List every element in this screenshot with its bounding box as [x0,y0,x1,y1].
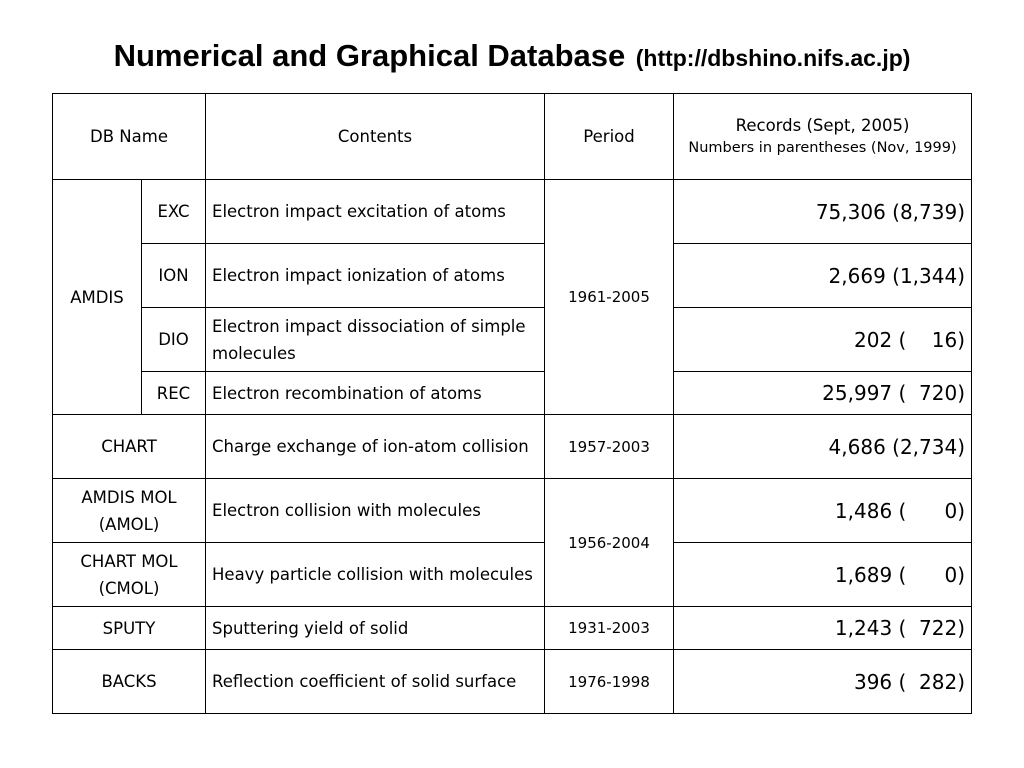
records-cell: 2,669 (1,344) [674,244,972,308]
records-cell: 1,486 ( 0) [674,479,972,543]
table-row [53,479,972,543]
contents-cell: Electron impact dissociation of simple molecules [206,308,545,372]
table-row [53,372,972,415]
period-cell: 1957-2003 [545,415,674,479]
table-row [53,415,972,479]
header-period: Period [545,94,674,180]
table-row [53,180,972,244]
records-cell: 1,243 ( 722) [674,607,972,650]
contents-cell: Charge exchange of ion-atom collision [206,415,545,479]
db-name-backs: BACKS [53,650,206,714]
period-cell: 1976-1998 [545,650,674,714]
records-cell: 75,306 (8,739) [674,180,972,244]
sub-code: DIO [142,308,206,372]
database-table [52,93,972,714]
header-records-title: Records (Sept, 2005) [735,115,910,135]
db-name-amol: AMDIS MOL (AMOL) [53,479,206,543]
title-main: Numerical and Graphical Database [113,38,626,73]
records-cell: 1,689 ( 0) [674,543,972,607]
sub-code: REC [142,372,206,415]
contents-cell: Electron impact ionization of atoms [206,244,545,308]
db-name-chart: CHART [53,415,206,479]
db-name-cmol: CHART MOL (CMOL) [53,543,206,607]
table-row [53,650,972,714]
title-url: (http://dbshino.nifs.ac.jp) [635,45,911,71]
db-name-sputy: SPUTY [53,607,206,650]
table-header-row [53,94,972,180]
contents-cell: Electron collision with molecules [206,479,545,543]
records-cell: 202 ( 16) [674,308,972,372]
period-cell: 1931-2003 [545,607,674,650]
contents-cell: Heavy particle collision with molecules [206,543,545,607]
contents-cell: Reflection coefficient of solid surface [206,650,545,714]
header-db-name: DB Name [53,94,206,180]
period-cell: 1961-2005 [545,180,674,415]
header-records [674,94,972,180]
records-cell: 396 ( 282) [674,650,972,714]
db-name-amdis: AMDIS [53,180,142,415]
records-cell: 4,686 (2,734) [674,415,972,479]
sub-code: EXC [142,180,206,244]
contents-cell: Sputtering yield of solid [206,607,545,650]
slide-title [0,36,1024,82]
records-cell: 25,997 ( 720) [674,372,972,415]
contents-cell: Electron impact excitation of atoms [206,180,545,244]
table-row [53,308,972,372]
header-contents: Contents [206,94,545,180]
sub-code: ION [142,244,206,308]
table-row [53,543,972,607]
table-row [53,244,972,308]
period-cell: 1956-2004 [545,479,674,607]
contents-cell: Electron recombination of atoms [206,372,545,415]
header-records-note: Numbers in parentheses (Nov, 1999) [688,139,957,156]
table-row [53,607,972,650]
